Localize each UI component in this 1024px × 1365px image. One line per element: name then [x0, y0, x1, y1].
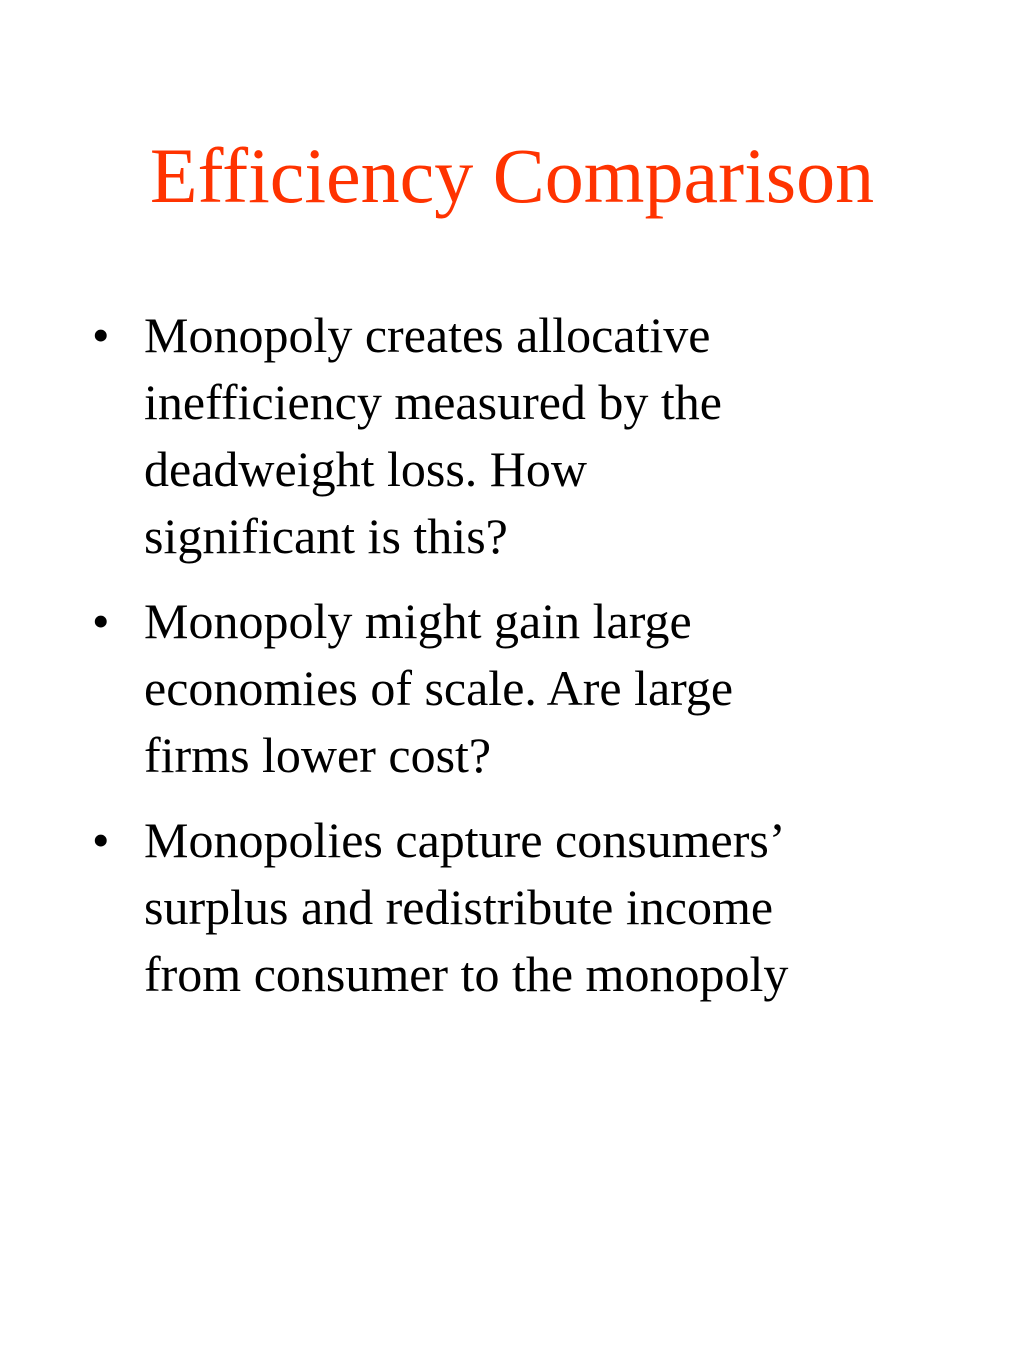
- bullet-marker: •: [92, 593, 110, 649]
- bullet-marker: •: [92, 812, 110, 868]
- slide-title: Efficiency Comparison: [149, 132, 875, 219]
- bullet-text: Monopoly creates allocative inefficiency measured by the deadweight loss. How significant is this?: [144, 307, 723, 564]
- bullet-item: [90, 302, 970, 570]
- bullet-list: [90, 302, 970, 1026]
- bullet-text: Monopolies capture consumers’ surplus and redistribute income from consumer to the monopoly: [144, 812, 789, 1002]
- bullet-item: [90, 807, 970, 1008]
- bullet-marker: •: [92, 307, 110, 363]
- bullet-text: Monopoly might gain large economies of scale. Are large firms lower cost?: [144, 593, 734, 783]
- bullet-item: [90, 588, 970, 789]
